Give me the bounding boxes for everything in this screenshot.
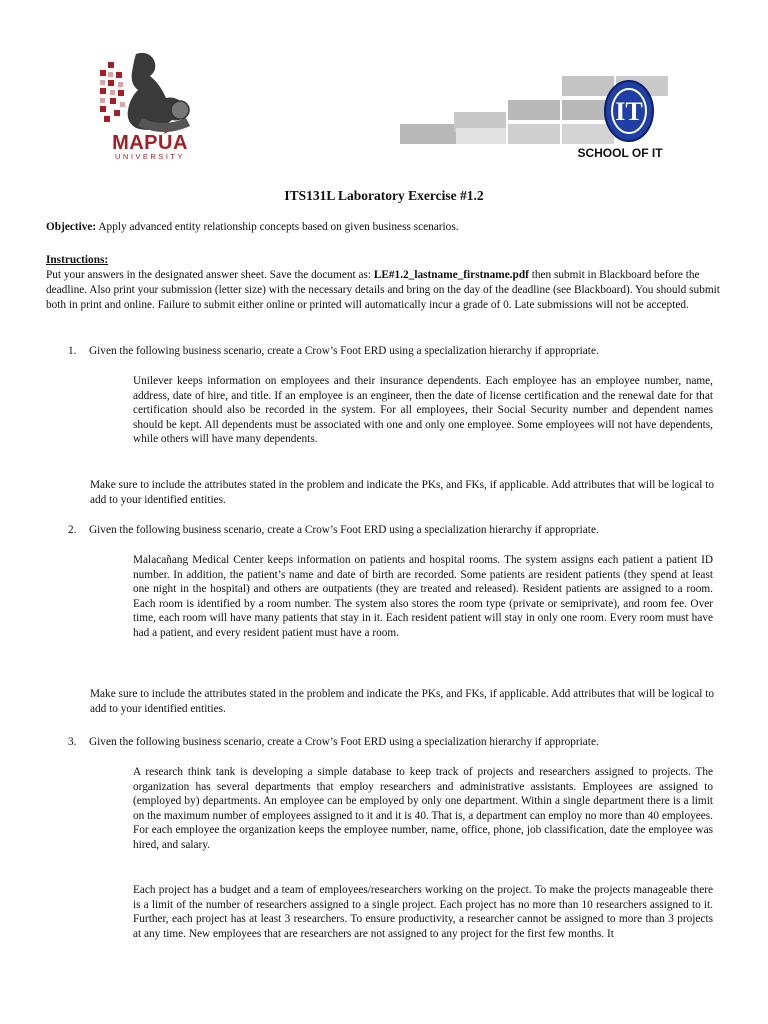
instructions-heading [46,253,722,268]
it-badge-text: IT [615,97,643,126]
instructions-filename: LE#1.2_lastname_firstname.pdf [373,269,529,281]
question-1-prompt-text: Given the following business scenario, create a Crow’s Foot ERD using a specialization hierarchy if appropriate. [89,345,599,357]
question-3-prompt-text: Given the following business scenario, create a Crow’s Foot ERD using a specialization hierarchy if appropriate. [89,736,599,748]
instructions-post: then submit in Blackboard before the deadline. Also print your submission (letter size) with the necessary details and bring on the day of the deadline (see Blackboard). You should submit both in print and online. Failure to submit either online or printed will automatically incur a grade of 0. Late submissions will not be accepted. [46,269,720,311]
objective-text: Apply advanced entity relationship concepts based on given business scenarios. [96,221,459,233]
university-name: MAPÚA [112,132,188,154]
instructions-label: Instructions: [46,254,109,266]
it-badge-icon [602,78,656,144]
instructions-paragraph [46,268,722,313]
question-1-number: 1. [68,345,77,357]
question-2-prompt-text: Given the following business scenario, create a Crow’s Foot ERD using a specialization hierarchy if appropriate. [89,524,599,536]
question-3-prompt [68,735,718,750]
question-3-scenario-continued: Each project has a budget and a team of employees/researchers working on the project. To make the projects manageable there is a limit of the number of researchers assigned to a single project. Each project has no more than 10 researchers assigned to it. Further, each project has at least 3 researchers. To ensure productivity, a researcher cannot be assigned to more than 3 projects at any time. New employees that are researchers are not assigned to any project for the first few months. It [133,884,713,940]
question-1-scenario: Unilever keeps information on employees and their insurance dependents. Each employee has an employee number, name, address, date of hire, and title. If an employee is an engineer, then the date of license certification and the renewal date for that certification should also be recorded in the system. For all employees, their Social Security number and dependent names should be kept. All dependents must be associated with one and only one employee. Some employees will not have dependents, while others will have many dependents. [133,375,713,446]
question-1-prompt [68,344,718,359]
university-subtitle: UNIVERSITY [114,152,185,161]
instructions-pre: Put your answers in the designated answer sheet. Save the document as: [46,269,374,281]
objective-paragraph [46,220,722,235]
school-label: SCHOOL OF IT [577,146,663,160]
page-title: ITS131L Laboratory Exercise #1.2 [284,188,484,203]
objective-label: Objective: [46,221,97,233]
question-2-prompt [68,523,718,538]
question-2-note: Make sure to include the attributes stated in the problem and indicate the PKs, and FKs, if applicable. Add attributes that will be logical to add to your identified entities. [90,688,715,715]
question-3-scenario: A research think tank is developing a simple database to keep track of projects and researchers assigned to projects. The organization has several departments that employ researchers and administrative assistants. Employees are assigned to (employed by) departments. An employee can be employed by only one department. Within a single department there is a limit on the maximum number of employees assigned to it and it is 40. That is, a department can employ no more than 40 employees. For each employee the organization keeps the employee number, name, office, phone, job classification, date the employee was hired, and salary. [133,766,713,851]
question-3-number: 3. [68,736,77,748]
question-2-number: 2. [68,524,77,536]
question-1-note: Make sure to include the attributes stated in the problem and indicate the PKs, and FKs, if applicable. Add attributes that will be logical to add to your identified entities. [90,479,715,506]
question-2-scenario: Malacañang Medical Center keeps information on patients and hospital rooms. The system assigns each patient a patient ID number. In addition, the patient’s name and date of birth are recorded. Some patients are resident patients (they spend at least one night in the hospital) and others are outpatients (they are treated and released). Resident patients are assigned to a room. Each room is identified by a room number. The system also stores the room type (private or semiprivate), and room fee. Over time, each room will have many patients that stay in it. Each resident patient will stay in only one room. Every room must have had a patient, and every resident patient must have a room. [133,554,713,639]
